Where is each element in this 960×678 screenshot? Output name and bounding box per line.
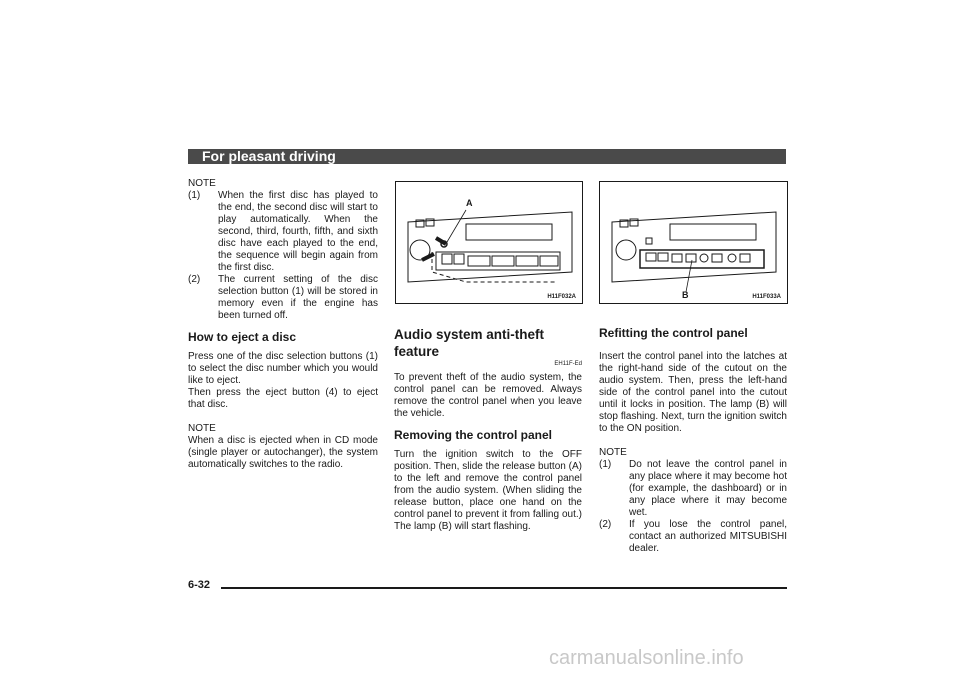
note-item-number: (1) bbox=[599, 459, 612, 470]
callout-label-b: B bbox=[682, 290, 689, 300]
note-label: NOTE bbox=[599, 447, 627, 458]
note-item-text: If you lose the control panel, contact an authorized MITSUBISHI dealer. bbox=[629, 519, 787, 554]
removing-text: Turn the ignition switch to the OFF position. Then, slide the release button (A) to the left and remove the control panel from the audio system. (When sliding the release button, place one hand on the control panel to prevent it from falling out.) The lamp (B) will start flashing. bbox=[394, 449, 582, 532]
column-middle bbox=[394, 326, 582, 533]
section-header-bar bbox=[188, 149, 786, 164]
note-item-text: The current setting of the disc selection button (1) will be stored in memory even if the engine has been turned off. bbox=[218, 274, 378, 321]
eject-paragraph-1: Press one of the disc selection buttons (1) to select the disc number which you would like to eject. bbox=[188, 351, 378, 386]
refitting-text: Insert the control panel into the latches at the right-hand side of the cutout on the audio system. Then, press the left-hand side of the control panel into the cutout until it locks in position. The lamp (B) will stop flashing. Next, turn the ignition switch to the ON position. bbox=[599, 351, 787, 434]
note-item bbox=[599, 519, 787, 555]
audio-unit-illustration bbox=[396, 182, 582, 303]
note-item bbox=[599, 459, 787, 519]
removing-heading: Removing the control panel bbox=[394, 428, 553, 442]
page-number: 6-32 bbox=[188, 579, 211, 591]
figure-lamp bbox=[599, 181, 788, 304]
note-label: NOTE bbox=[188, 423, 216, 434]
note-item-number: (2) bbox=[599, 519, 612, 530]
note-item bbox=[188, 274, 378, 322]
figure-code: H11F032A bbox=[547, 294, 576, 300]
watermark: carmanualsonline.info bbox=[549, 647, 744, 669]
note-item bbox=[188, 190, 378, 274]
figure-code: H11F033A bbox=[752, 294, 781, 300]
note-item-number: (1) bbox=[188, 190, 201, 201]
note-item-number: (2) bbox=[188, 274, 201, 285]
footer-rule bbox=[221, 587, 787, 589]
eject-paragraph-2: Then press the eject button (4) to eject that disc. bbox=[188, 387, 378, 410]
section-code: EH11F-Ed bbox=[554, 361, 582, 367]
note-label: NOTE bbox=[188, 178, 216, 189]
note-item-text: When the first disc has played to the end, the second disc will start to play automatically. When the second, third, fourth, fifth, and sixth disc have each played to the end, the sequence will begin again from the first disc. bbox=[218, 190, 378, 273]
anti-theft-intro: To prevent theft of the audio system, the control panel can be removed. Always remove the control panel when you leave the vehicle. bbox=[394, 372, 582, 419]
note-text: When a disc is ejected when in CD mode (single player or autochanger), the system automatically switches to the radio. bbox=[188, 435, 378, 470]
callout-label-a: A bbox=[466, 198, 473, 208]
eject-heading: How to eject a disc bbox=[188, 330, 297, 344]
anti-theft-heading: Audio system anti-theft feature bbox=[394, 327, 545, 359]
column-right bbox=[599, 326, 787, 555]
note-item-text: Do not leave the control panel in any place where it may become hot (for example, the dashboard) or in any place where it may become wet. bbox=[629, 459, 787, 518]
refitting-heading: Refitting the control panel bbox=[599, 326, 748, 340]
section-title: For pleasant driving bbox=[202, 148, 336, 164]
audio-unit-illustration bbox=[600, 182, 787, 303]
column-left bbox=[188, 178, 378, 471]
figure-panel-removal bbox=[395, 181, 583, 304]
